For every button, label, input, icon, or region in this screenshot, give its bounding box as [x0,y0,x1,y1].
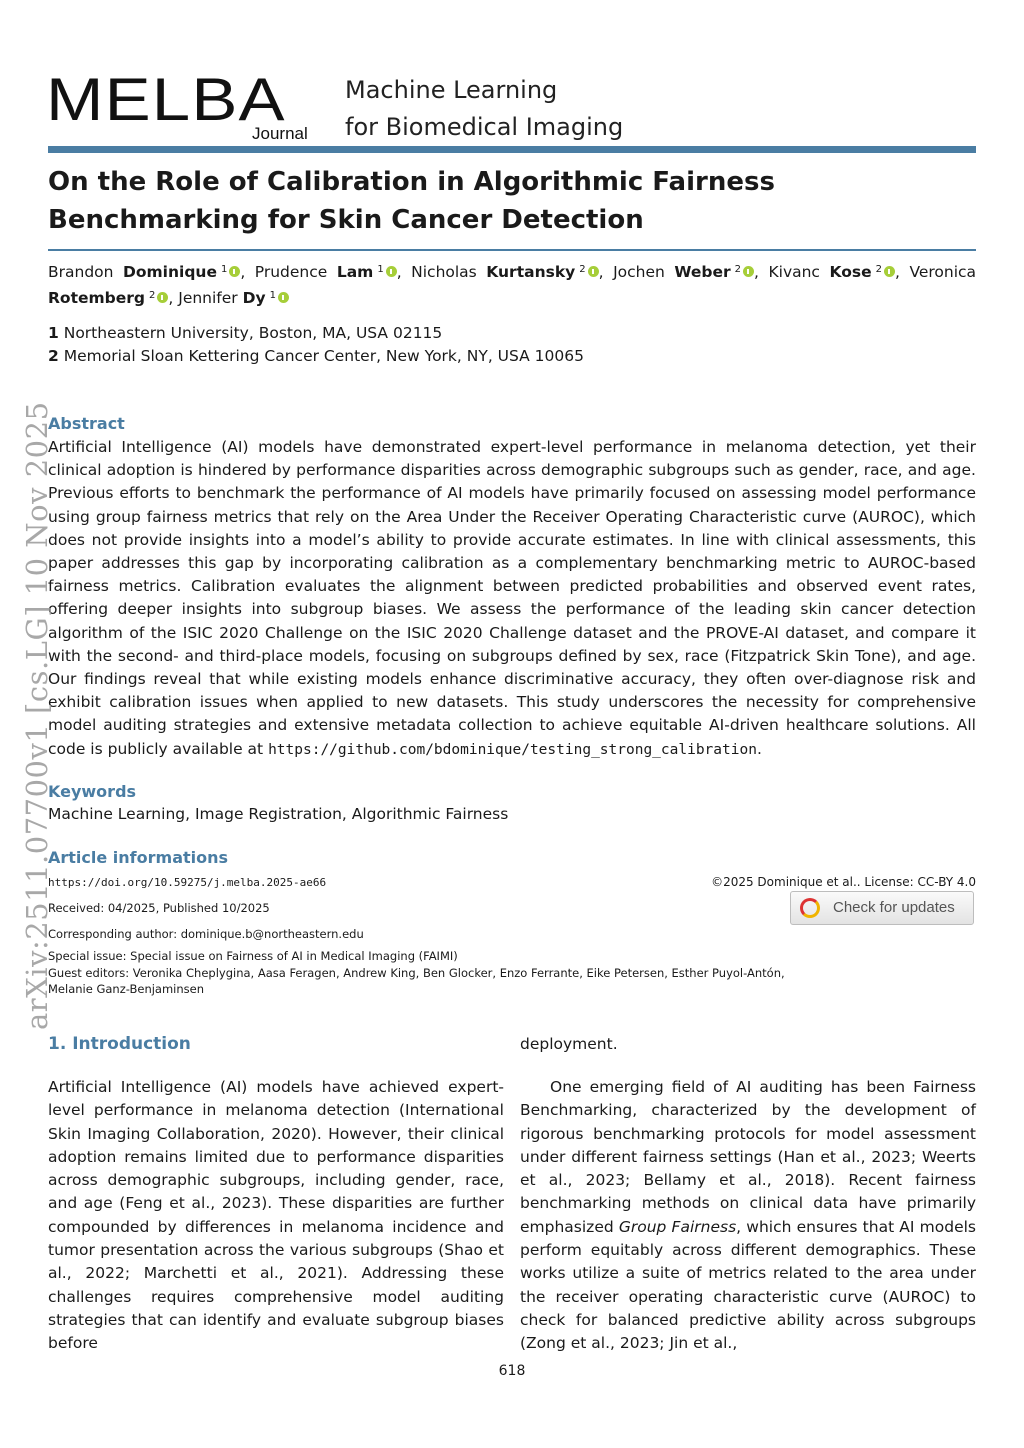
journal-tagline-line1: Machine Learning [345,76,558,104]
orcid-icon[interactable] [157,292,168,303]
license-text: ©2025 Dominique et al.. License: CC-BY 4.0 [711,875,976,889]
code-link[interactable]: https://github.com/bdominique/testing_strong_calibration [268,741,757,758]
introduction-heading: 1. Introduction [48,1034,191,1054]
received-date: Received: 04/2025, Published 10/2025 [48,901,270,915]
affiliation: 1 Northeastern University, Boston, MA, USA 02115 [48,324,443,342]
orcid-icon[interactable] [229,266,240,277]
orcid-icon[interactable] [884,266,895,277]
journal-logo: MELBA [46,66,286,133]
abstract-heading: Abstract [48,414,125,433]
journal-logo-subtitle: Journal [252,124,308,143]
author-list: Brandon Dominique $^1$ , Prudence Lam $^1$ , Nicholas Kurtansky $^2$ , Jochen Weber $^2$ , Kivanc Kose $^2$ , Veronica Rotemberg $^2$ , Jennifer Dy $^1$ [48,263,977,307]
author: Nicholas Kurtansky $^2$ [411,263,598,281]
orcid-icon[interactable] [278,292,289,303]
author: Veronica Rotemberg $^2$ [48,263,977,307]
doi-link[interactable]: https://doi.org/10.59275/j.melba.2025-ae66 [48,876,327,889]
author: Jennifer Dy $^1$ [178,289,289,307]
author: Kivanc Kose $^2$ [768,263,895,281]
guest-editors: Guest editors: Veronika Cheplygina, Aasa Feragen, Andrew King, Ben Glocker, Enzo Ferrante, Eike Petersen, Esther Puyol-Antón, Melanie Ganz-Benjaminsen [48,966,785,996]
author: Brandon Dominique $^1$ [48,263,240,281]
affiliation: 2 Memorial Sloan Kettering Cancer Center, New York, NY, USA 10065 [48,347,584,365]
author: Jochen Weber $^2$ [613,263,754,281]
arxiv-watermark: arXiv:2511.07700v1 [cs.LG] 10 Nov 2025 [20,401,54,1030]
intro-left-column: Artificial Intelligence (AI) models have achieved expert-level performance in melanoma detection (International Skin Imaging Collaboration, 2020). However, their clinical adoption remains limited due to performance disparities across demographic subgroups, including gender, race, and age (Feng et al., 2023). These disparities are further compounded by differences in melanoma incidence and tumor presentation across the various subgroups (Shao et al., 2022; Marchetti et al., 2021). Addressing these challenges requires comprehensive model auditing strategies that can identify and evaluate subgroup biases before [48,1078,504,1353]
crossmark-icon [800,898,820,918]
page-number: 618 [498,1363,526,1379]
check-updates-button[interactable]: Check for updates [790,891,974,925]
abstract-body: Artificial Intelligence (AI) models have demonstrated expert-level performance in melanoma detection, yet their clinical adoption is hindered by performance disparities across demographic subgroups such as gender, race, and age. Previous efforts to benchmark the performance of AI models have primarily focused on assessing model performance using group fairness metrics that rely on the Area Under the Receiver Operating Characteristic curve (AUROC), which does not provide insights into a model’s ability to provide accurate estimates. In line with clinical assessments, this paper addresses this gap by incorporating calibration as a complementary benchmarking metric to AUROC-based fairness metrics. Calibration evaluates the alignment between predicted probabilities and observed event rates, offering deeper insights into subgroup biases. We assess the performance of the leading skin cancer detection algorithm of the ISIC 2020 Challenge on the ISIC 2020 Challenge dataset and the PROVE-AI dataset, and compare it with the second- and third-place models, focusing on subgroups defined by sex, race (Fitzpatrick Skin Tone), and age. Our findings reveal that while existing models enhance discriminative accuracy, they often over-diagnose risk and exhibit calibration issues when applied to new datasets. This study underscores the necessity for comprehensive model auditing strategies and extensive metadata collection to achieve equitable AI-driven healthcare solutions. All code is publicly available at https://github.com/bdominique/testing_strong_calibration. [48,438,976,758]
keywords-heading: Keywords [48,782,137,801]
orcid-icon[interactable] [743,266,754,277]
intro-right-continuation: deployment. [520,1035,618,1053]
paper-title: On the Role of Calibration in Algorithmic Fairness Benchmarking for Skin Cancer Detection [48,167,775,235]
special-issue: Special issue: Special issue on Fairness of AI in Medical Imaging (FAIMI) [48,949,458,963]
orcid-icon[interactable] [386,266,397,277]
keywords-list: Machine Learning, Image Registration, Algorithmic Fairness [48,805,509,823]
header-rule [48,146,976,153]
journal-tagline-line2: for Biomedical Imaging [345,113,624,141]
corresponding-author: Corresponding author: dominique.b@northeastern.edu [48,927,364,941]
title-rule [48,249,976,251]
orcid-icon[interactable] [588,266,599,277]
intro-right-column: One emerging field of AI auditing has been Fairness Benchmarking, characterized by the development of rigorous benchmarking protocols for model assessment under different fairness settings (Han et al., 2023; Weerts et al., 2023; Bellamy et al., 2018). Recent fairness benchmarking methods on clinical data have primarily emphasized Group Fairness, which ensures that AI models perform equitably across different demographics. These works utilize a suite of metrics related to the area under the receiver operating characteristic curve (AUROC) to check for balanced predictive ability across subgroups (Zong et al., 2023; Jin et al., [520,1078,976,1353]
author: Prudence Lam $^1$ [255,263,397,281]
article-info-heading: Article informations [48,848,229,867]
